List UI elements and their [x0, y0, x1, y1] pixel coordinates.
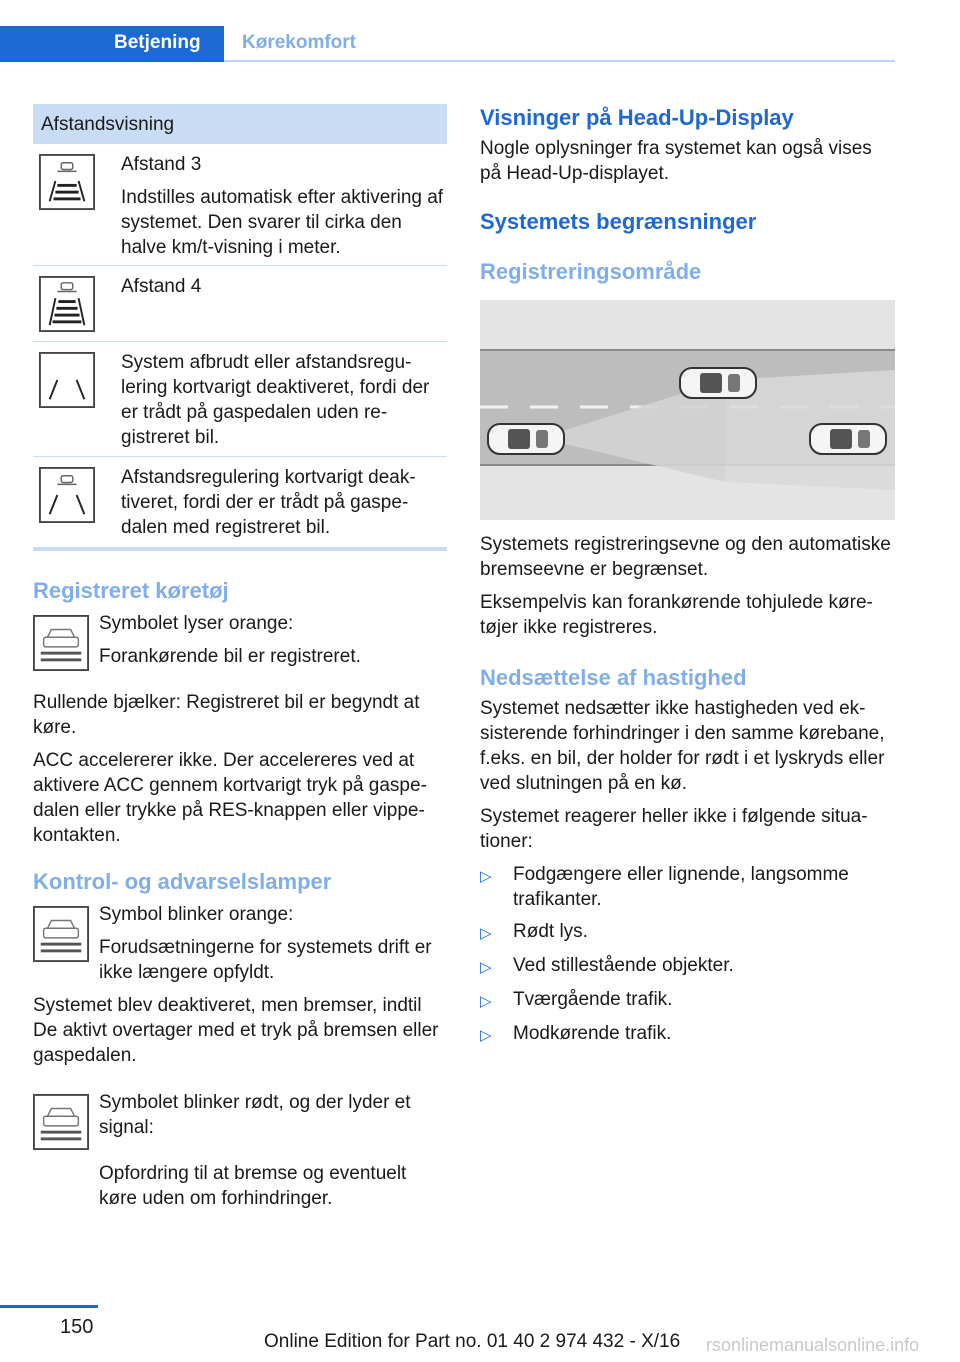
detected-line-1: Symbolet lyser orange:	[99, 613, 294, 634]
table-row	[33, 144, 447, 266]
list-item: ▷ Ved stillestående objekter.	[480, 953, 895, 980]
section-title-hud: Visninger på Head-Up-Display	[480, 105, 794, 130]
vehicle-warning-orange-icon	[33, 906, 89, 962]
edition-note: Online Edition for Part no. 01 40 2 974 432 - X/16	[264, 1331, 681, 1352]
section-title-speed-reduction: Nedsættelse af hastighed	[480, 665, 747, 690]
warning-red-line-2: Opfordring til at bremse og eventuelt køre uden om forhindringer.	[99, 1163, 407, 1209]
list-item: ▷ Tværgående trafik.	[480, 987, 895, 1014]
distance-table-heading: Afstandsvisning	[33, 104, 447, 144]
distance-4-icon	[39, 276, 95, 332]
speed-para-1: Systemet nedsætter ikke hastigheden ved eksisterende forhindringer i den samme kørebane, f.eks. en bil, der holder for rødt i et lyskryds eller ved slutningen på en kø.	[480, 698, 885, 794]
warning-orange-line-2: Forudsætningerne for systemets drift er ikke længere opfyldt.	[99, 937, 432, 983]
distance-off-icon	[39, 352, 95, 408]
detected-line-2: Forankørende bil er registreret.	[99, 646, 361, 667]
warning-red-line-1: Symbolet blinker rødt, og der lyder et signal:	[99, 1092, 411, 1138]
row-title: Afstand 4	[121, 276, 202, 297]
list-item: ▷ Modkørende trafik.	[480, 1021, 895, 1048]
car-own	[488, 424, 564, 454]
detected-para-1: Rullende bjælker: Registreret bil er begyndt at køre.	[33, 692, 420, 738]
page-number: 150	[60, 1316, 94, 1338]
table-row	[33, 266, 447, 342]
list-item: ▷ Fodgængere eller lignende, langsomme trafikanter.	[480, 864, 849, 910]
warning-para-1: Systemet blev deaktiveret, men bremser, indtil De aktivt overtager med et tryk på bremsen eller gaspedalen.	[33, 995, 439, 1066]
distance-off-vehicle-icon	[39, 467, 95, 523]
triangle-bullet-icon: ▷	[480, 993, 492, 1010]
row-description: Indstilles automatisk efter aktivering af systemet. Den svarer til cirka den halve km/t-visning i meter.	[121, 187, 444, 258]
right-column	[480, 104, 895, 1055]
warning-orange-block	[33, 902, 447, 985]
detection-range-figure	[480, 300, 895, 520]
road-illustration	[480, 300, 895, 520]
row-description: Afstandsregulering kortvarigt deaktiveret, fordi der er trådt på gaspedalen med registreret bil.	[121, 467, 416, 538]
distance-3-icon	[39, 154, 95, 210]
tab-korekomfort[interactable]: Kørekomfort	[242, 32, 357, 53]
section-title-detection-range: Registreringsområde	[480, 259, 702, 284]
warning-red-block	[33, 1090, 447, 1155]
table-row	[33, 342, 447, 457]
vehicle-warning-red-icon	[33, 1094, 89, 1150]
situations-list	[480, 862, 895, 1048]
header-rule	[224, 60, 895, 62]
list-item: ▷ Rødt lys.	[480, 919, 895, 946]
warning-orange-line-1: Symbol blinker orange:	[99, 904, 294, 925]
footer-rule	[0, 1305, 98, 1308]
range-para-1: Systemets registreringsevne og den automatiske bremseevne er begrænset.	[480, 534, 891, 580]
section-title-warning-lamps: Kontrol- og advarselslamper	[33, 869, 332, 894]
table-end-rule	[33, 547, 447, 551]
watermark: rsonlinemanualsonline.info	[706, 1335, 920, 1355]
car-front	[680, 368, 756, 398]
section-title-detected-vehicle: Registreret køretøj	[33, 578, 229, 603]
vehicle-detected-icon	[33, 615, 89, 671]
triangle-bullet-icon: ▷	[480, 959, 492, 976]
speed-para-2: Systemet reagerer heller ikke i følgende situationer:	[480, 806, 868, 852]
tab-betjening[interactable]: Betjening	[0, 26, 224, 62]
hud-text: Nogle oplysninger fra systemet kan også vises på Head-Up-displayet.	[480, 138, 872, 184]
row-description: System afbrudt eller afstandsregulering kortvarigt deaktiveret, fordi der er trådt på gaspedalen uden registreret bil.	[121, 352, 430, 448]
left-column	[33, 104, 447, 1211]
row-title: Afstand 3	[121, 154, 202, 175]
triangle-bullet-icon: ▷	[480, 1027, 492, 1044]
car-ahead	[810, 424, 886, 454]
triangle-bullet-icon: ▷	[480, 925, 492, 942]
range-para-2: Eksempelvis kan forankørende tohjulede køretøjer ikke registreres.	[480, 592, 873, 638]
detected-para-2: ACC accelererer ikke. Der accelereres ved at aktivere ACC gennem kortvarigt tryk på gaspedalen eller trykke på RES-knappen eller vippekontakten.	[33, 750, 427, 846]
detected-vehicle-block	[33, 611, 447, 676]
chapter-header	[0, 26, 895, 62]
table-row	[33, 457, 447, 547]
triangle-bullet-icon: ▷	[480, 868, 492, 885]
section-title-limits: Systemets begrænsninger	[480, 209, 757, 234]
